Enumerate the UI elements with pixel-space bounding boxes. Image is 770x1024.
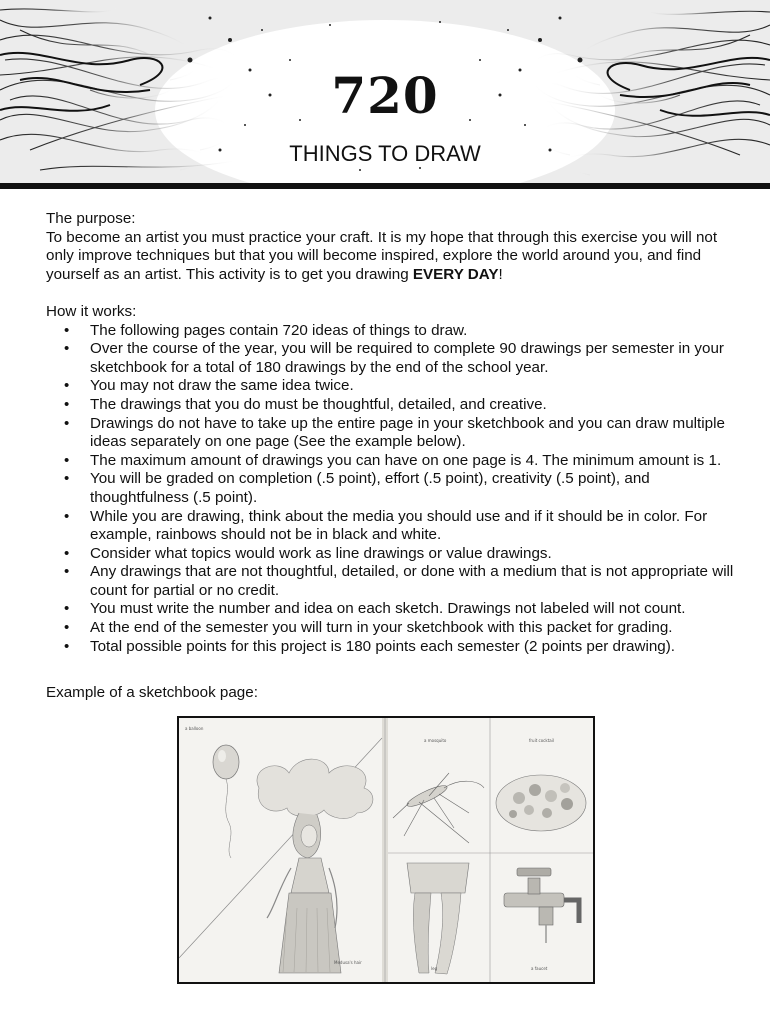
sketchbook-example-image bbox=[177, 716, 595, 984]
list-item: • Consider what topics would work as line drawings or value drawings. bbox=[46, 545, 736, 564]
purpose-heading: The purpose: bbox=[46, 210, 136, 227]
fruit-bowl-sketch bbox=[496, 775, 586, 831]
caption-leg: leg bbox=[431, 966, 438, 971]
list-item: • You must write the number and idea on each sketch. Drawings not labeled will not count. bbox=[46, 600, 736, 619]
purpose-text-end: ! bbox=[498, 265, 503, 283]
sketchbook-drawing bbox=[179, 718, 593, 982]
list-item: • While you are drawing, think about the media you should use and if it should be in color. For example, rainbows should not be in black and white. bbox=[46, 508, 736, 545]
list-item: • The drawings that you do must be thoughtful, detailed, and creative. bbox=[46, 396, 736, 415]
list-item: • Total possible points for this project is 180 points each semester (2 points per drawing). bbox=[46, 638, 736, 657]
list-item: • The following pages contain 720 ideas of things to draw. bbox=[46, 322, 736, 341]
purpose-text: To become an artist you must practice your craft. It is my hope that through this exercise you will not only improve techniques but that you will become inspired, explore the world around you, and find yourself as an artist. This activity is to get you drawing bbox=[46, 228, 718, 283]
list-item: • Drawings do not have to take up the entire page in your sketchbook and you can draw multiple ideas separately on one page (See the example below). bbox=[46, 415, 736, 452]
list-item: • At the end of the semester you will turn in your sketchbook with this packet for grading. bbox=[46, 619, 736, 638]
list-item: • The maximum amount of drawings you can have on one page is 4. The minimum amount is 1. bbox=[46, 452, 736, 471]
example-label: Example of a sketchbook page: bbox=[46, 684, 258, 701]
list-item: • You may not draw the same idea twice. bbox=[46, 377, 736, 396]
how-it-works-heading: How it works: bbox=[46, 302, 137, 320]
caption-balloon: a balloon bbox=[185, 726, 204, 731]
instructions-body bbox=[46, 210, 736, 656]
caption-hair: Medusa's hair bbox=[334, 960, 362, 965]
purpose-emphasis: EVERY DAY bbox=[412, 265, 499, 283]
list-item: • Any drawings that are not thoughtful, detailed, or done with a medium that is not appropriate will count for partial or no credit. bbox=[46, 563, 736, 600]
caption-fruit: fruit cocktail bbox=[529, 738, 554, 743]
caption-faucet: a faucet bbox=[531, 966, 548, 971]
rules-list bbox=[46, 322, 736, 657]
title-subtitle: THINGS TO DRAW bbox=[289, 141, 481, 166]
purpose-paragraph bbox=[46, 229, 736, 285]
caption-mosquito: a mosquito bbox=[424, 738, 447, 743]
list-item: • You will be graded on completion (.5 point), effort (.5 point), creativity (.5 point), and thoughtfulness (.5 point). bbox=[46, 470, 736, 507]
list-item: • Over the course of the year, you will be required to complete 90 drawings per semester in your sketchbook for a total of 180 drawings by the end of the school year. bbox=[46, 340, 736, 377]
title-number: 720 bbox=[331, 66, 439, 125]
